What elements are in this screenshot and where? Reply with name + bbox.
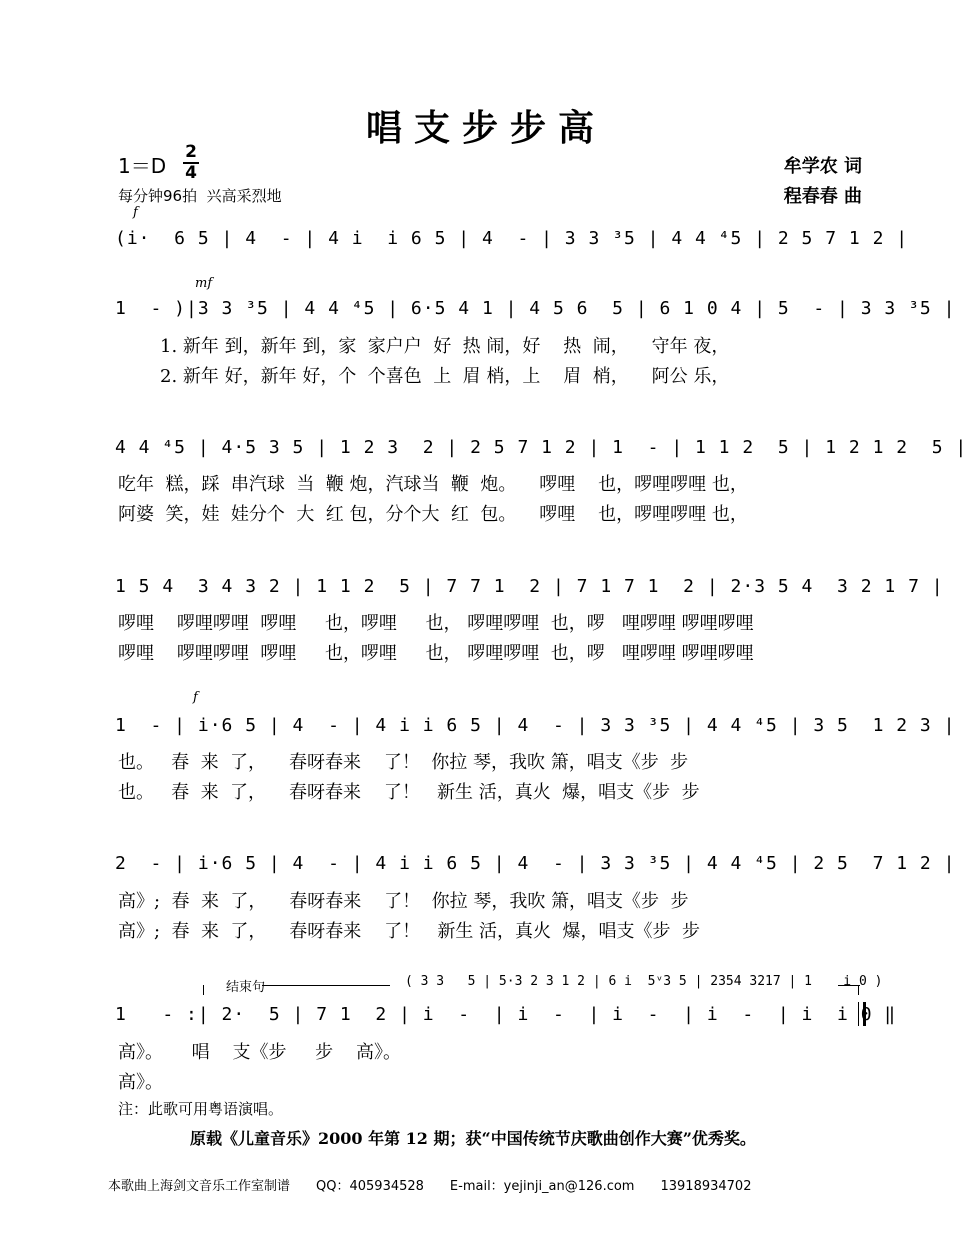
ending-bracket-line-right xyxy=(838,985,860,986)
footer-studio: 本歌曲上海剑文音乐工作室制谱 xyxy=(108,1179,291,1194)
score-line-6: 2 - | i·6 5 | 4 - | 4 i i 6 5 | 4 - | 3 3 ³5 | 4 4 ⁴5 | 2 5 7 1 2 | xyxy=(115,853,956,874)
footer-phone: 13918934702 xyxy=(660,1179,752,1194)
ending-bracket-left xyxy=(203,985,204,995)
lyric-line-5-verse-1: 也。 春 来 了， 春呀春来 了！ 你拉 琴，我吹 箫，唱支《步 步 xyxy=(118,752,689,773)
tempo-marking: 每分钟96拍 兴高采烈地 xyxy=(118,187,282,205)
score-line-4: 1 5 4 3 4 3 2 | 1 1 2 5 | 7 7 1 2 | 7 1 7 1 2 | 2·3 5 4 3 2 1 7 | xyxy=(115,576,944,597)
lyric-line-2-verse-1: 1. 新年 到，新年 到，家 家户户 好 热 闹，好 热 闹， 守年 夜， xyxy=(160,336,730,357)
lyric-line-4-verse-2: 啰哩 啰哩啰哩 啰哩 也，啰哩 也， 啰哩啰哩 也，啰 哩啰哩 啰哩啰哩 xyxy=(118,643,754,664)
lyric-line-7-verse-2: 高》。 xyxy=(118,1072,163,1093)
time-sig-bottom: 4 xyxy=(185,163,197,183)
key-signature: 1＝D xyxy=(118,154,167,178)
dynamic-forte: f xyxy=(133,205,138,220)
lyricist-credit: 牟学农 词 xyxy=(783,156,862,177)
footer-qq: QQ：405934528 xyxy=(316,1179,424,1194)
score-line-5: 1 - | i·6 5 | 4 - | 4 i i 6 5 | 4 - | 3 3 ³5 | 4 4 ⁴5 | 3 5 1 2 3 | xyxy=(115,715,956,736)
lyric-line-6-verse-2: 高》; 春 来 了， 春呀春来 了！ 新生 活，真火 爆，唱支《步 步 xyxy=(118,921,700,942)
dynamic-forte-2: f xyxy=(193,690,198,705)
score-line-3: 4 4 ⁴5 | 4·5 3 5 | 1 2 3 2 | 2 5 7 1 2 | 1 - | 1 1 2 5 | 1 2 1 2 5 | xyxy=(115,437,968,458)
time-signature xyxy=(183,144,199,182)
lyric-line-6-verse-1: 高》; 春 来 了， 春呀春来 了！ 你拉 琴，我吹 箫，唱支《步 步 xyxy=(118,891,689,912)
score-line-1: (i· 6 5 | 4 - | 4 i i 6 5 | 4 - | 3 3 ³5 | 4 4 ⁴5 | 2 5 7 1 2 | xyxy=(115,228,909,249)
score-line-2: 1 - )|3 3 ³5 | 4 4 ⁴5 | 6·5 4 1 | 4 5 6 5 | 6 1 0 4 | 5 - | 3 3 ³5 | xyxy=(115,298,956,319)
lyric-line-2-verse-2: 2. 新年 好，新年 好，个 个喜色 上 眉 梢，上 眉 梢， 阿公 乐， xyxy=(160,366,730,387)
song-title: 唱支步步高 xyxy=(365,107,606,149)
ending-label: 结束句 xyxy=(226,980,266,995)
ending-bracket-line xyxy=(262,985,390,986)
source-note: 原载《儿童音乐》2000 年第 12 期；获“中国传统节庆歌曲创作大赛”优秀奖。 xyxy=(190,1129,756,1148)
lyric-line-3-verse-2: 阿婆 笑，娃 娃分个 大 红 包，分个大 红 包。 啰哩 也，啰哩啰哩 也， xyxy=(118,504,748,525)
lyric-line-7-verse-1: 高》。 唱 支《步 步 高》。 xyxy=(118,1042,401,1063)
final-barline xyxy=(858,1002,866,1026)
lyric-line-4-verse-1: 啰哩 啰哩啰哩 啰哩 也，啰哩 也， 啰哩啰哩 也，啰 哩啰哩 啰哩啰哩 xyxy=(118,613,754,634)
dynamic-mezzo-forte: mf xyxy=(195,276,213,291)
time-sig-top: 2 xyxy=(185,142,197,162)
ending-bracket-right xyxy=(858,985,859,995)
lyric-line-5-verse-2: 也。 春 来 了， 春呀春来 了！ 新生 活，真火 爆，唱支《步 步 xyxy=(118,782,700,803)
score-line-7: 1 - :| 2· 5 | 7 1 2 | i - | i - | i - | i - | i i 0 ‖ xyxy=(115,1004,897,1025)
performance-note: 注：此歌可用粤语演唱。 xyxy=(118,1100,284,1118)
lyric-line-3-verse-1: 吃年 糕，踩 串汽球 当 鞭 炮，汽球当 鞭 炮。 啰哩 也，啰哩啰哩 也， xyxy=(118,474,748,495)
footer xyxy=(108,1175,777,1194)
composer-credit: 程春春 曲 xyxy=(783,186,862,207)
footer-email: E-mail：yejinji_an@126.com xyxy=(449,1179,635,1194)
ending-phrase-notes: ( 3 3 5 | 5·3 2 3 1 2 | 6 i 5ᵛ3 5 | 2354 3217 | 1 i 0 ) xyxy=(405,974,883,989)
